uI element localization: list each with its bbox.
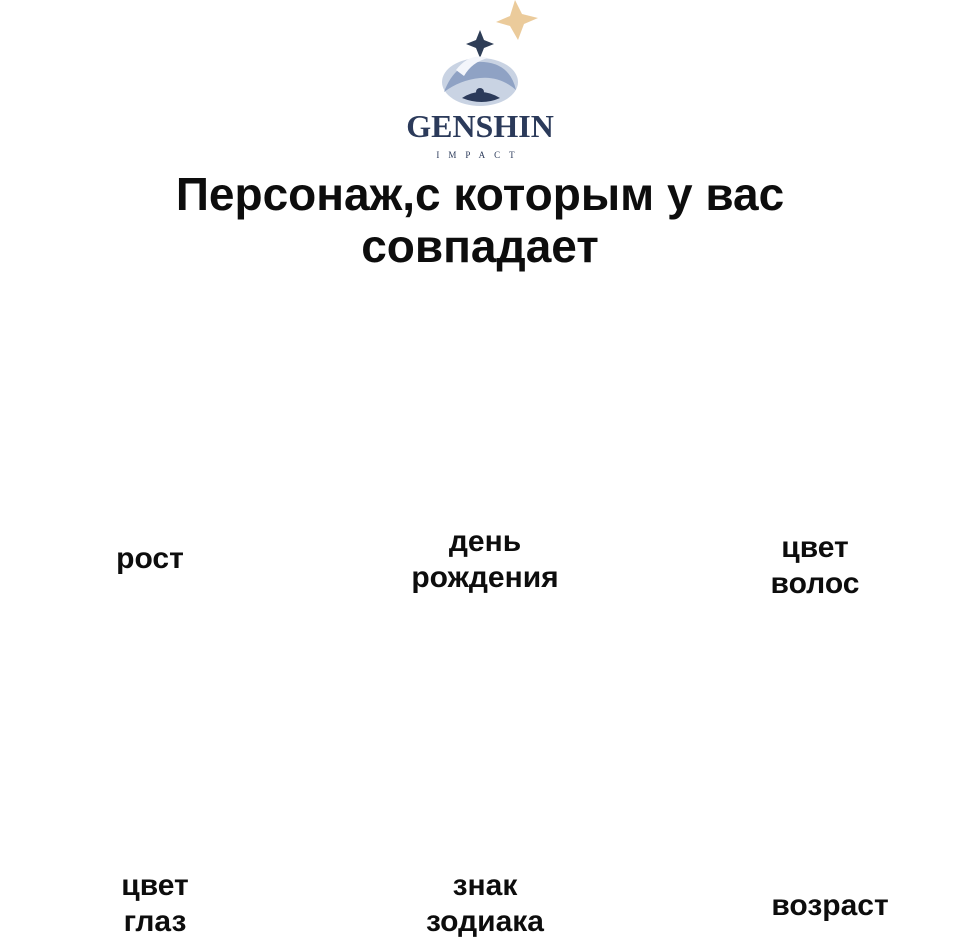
label-birthday-line2: рождения <box>411 561 559 594</box>
genshin-logo-icon <box>360 0 600 110</box>
label-height <box>90 541 210 577</box>
label-age-text: возраст <box>771 889 889 922</box>
label-eye-color <box>85 868 225 940</box>
label-hair-color <box>735 530 895 602</box>
logo-subtitle: IMPACT <box>436 150 524 160</box>
genshin-logo <box>360 0 600 165</box>
label-height-text: рост <box>116 542 184 575</box>
label-hair-line2: волос <box>770 567 860 600</box>
label-eyes-line1: цвет <box>121 869 189 902</box>
label-zodiac <box>395 868 575 940</box>
label-birthday-line1: день <box>448 525 522 558</box>
label-hair-line1: цвет <box>781 531 849 564</box>
label-zodiac-line1: знак <box>452 869 518 902</box>
label-age <box>730 888 930 924</box>
label-zodiac-line2: зодиака <box>426 905 544 938</box>
star-icon <box>466 30 494 58</box>
label-eyes-line2: глаз <box>123 905 187 938</box>
label-birthday <box>380 524 590 596</box>
logo-wordmark: GENSHIN <box>406 108 554 144</box>
page-title: Персонаж,с которым у вас совпадает <box>175 168 785 272</box>
